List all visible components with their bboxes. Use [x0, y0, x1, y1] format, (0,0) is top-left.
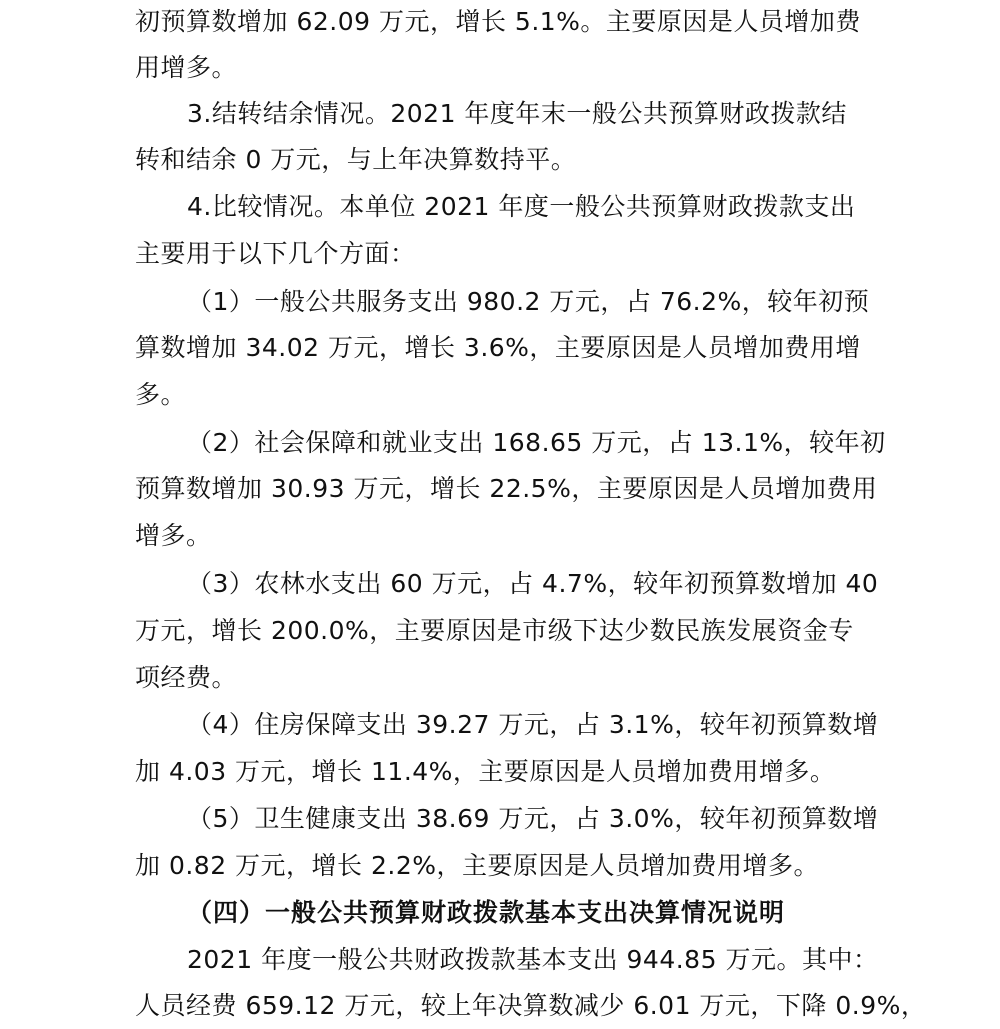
text-line: 加 0.82 万元，增长 2.2%，主要原因是人员增加费用增多。: [135, 851, 820, 880]
section-heading: （四）一般公共预算财政拨款基本支出决算情况说明: [187, 898, 786, 927]
text-line: （4）住房保障支出 39.27 万元，占 3.1%，较年初预算数增: [187, 710, 879, 739]
text-line: 增多。: [135, 521, 212, 550]
text-line: 万元，增长 200.0%，主要原因是市级下达少数民族发展资金专: [135, 616, 854, 645]
text-line: 2021 年度一般公共财政拨款基本支出 944.85 万元。其中：: [187, 945, 879, 974]
text-line: （2）社会保障和就业支出 168.65 万元，占 13.1%，较年初: [187, 428, 886, 457]
text-line: 转和结余 0 万元，与上年决算数持平。: [135, 145, 577, 174]
text-line: 加 4.03 万元，增长 11.4%，主要原因是人员增加费用增多。: [135, 757, 836, 786]
text-line: 多。: [135, 380, 187, 409]
text-line: 人员经费 659.12 万元，较上年决算数减少 6.01 万元，下降 0.9%，: [135, 991, 927, 1020]
text-line: 预算数增加 30.93 万元，增长 22.5%，主要原因是人员增加费用: [135, 474, 878, 503]
text-line: 主要用于以下几个方面：: [135, 239, 416, 268]
text-line: 项经费。: [135, 663, 238, 692]
text-line: （5）卫生健康支出 38.69 万元，占 3.0%，较年初预算数增: [187, 804, 879, 833]
text-line: （1）一般公共服务支出 980.2 万元，占 76.2%，较年初预: [187, 287, 870, 316]
text-line: 3.结转结余情况。2021 年度年末一般公共预算财政拨款结: [187, 99, 847, 128]
text-line: （3）农林水支出 60 万元，占 4.7%，较年初预算数增加 40: [187, 569, 879, 598]
text-line: 算数增加 34.02 万元，增长 3.6%，主要原因是人员增加费用增: [135, 333, 861, 362]
text-line: 初预算数增加 62.09 万元，增长 5.1%。主要原因是人员增加费: [135, 7, 861, 36]
text-line: 4.比较情况。本单位 2021 年度一般公共预算财政拨款支出: [187, 192, 856, 221]
text-line: 用增多。: [135, 53, 238, 82]
